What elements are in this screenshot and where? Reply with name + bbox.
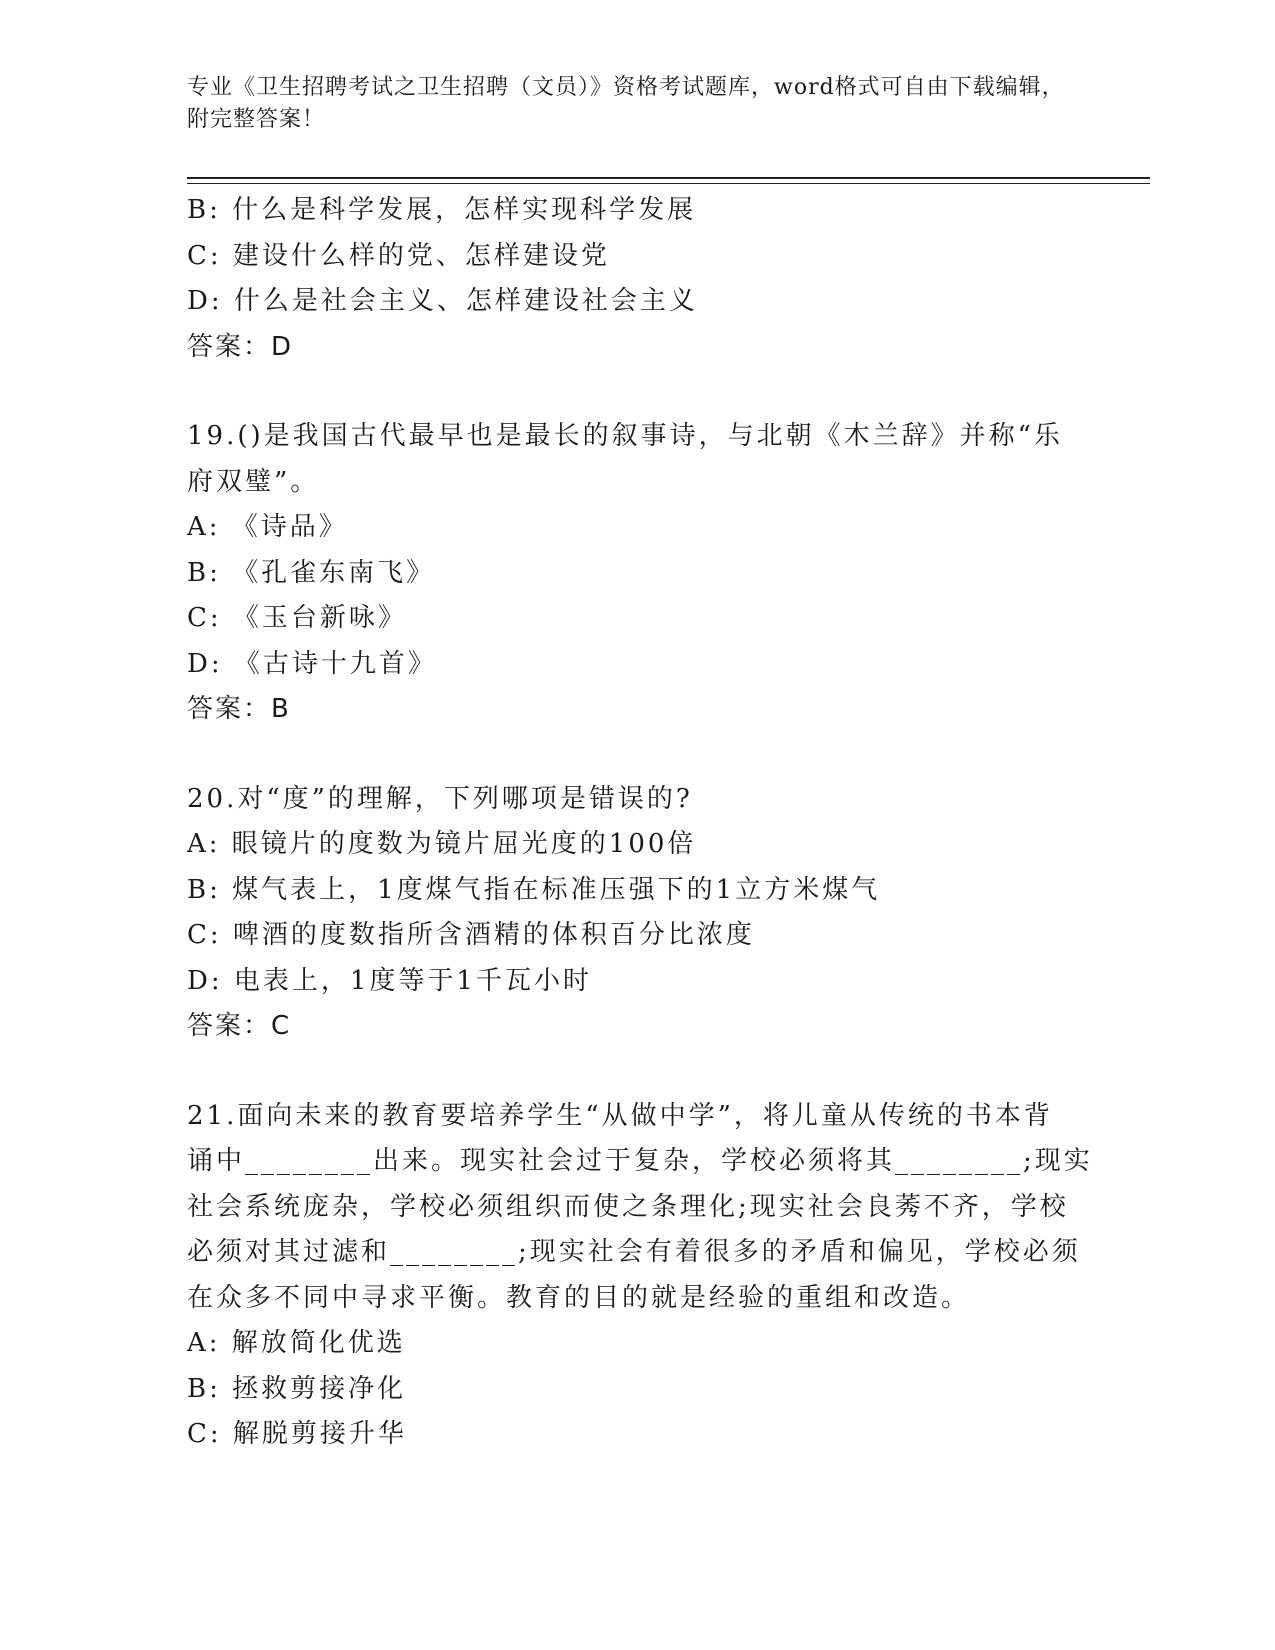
question-19 [187, 414, 1087, 733]
header-divider-thin [187, 183, 1150, 184]
option-c: C: 啤酒的度数指所含酒精的体积百分比浓度 [187, 920, 755, 950]
question-content [187, 188, 1093, 1458]
question-stem: 20.对“度”的理解，下列哪项是错误的? [187, 783, 693, 814]
option-b: B: 《孔雀东南飞》 [187, 557, 436, 588]
answer-label: 答案：B [187, 694, 291, 724]
option-d: D: 电表上，1度等于1千瓦小时 [187, 965, 592, 996]
option-a: A: 眼镜片的度数为镜片屈光度的100倍 [187, 829, 697, 859]
header-divider-thick [187, 177, 1150, 179]
question-18 [187, 188, 1087, 370]
question-21 [187, 1094, 1093, 1458]
question-stem-line: 诵中________出来。现实社会过于复杂，学校必须将其________;现实 [187, 1146, 1093, 1176]
spacer [187, 1050, 1087, 1094]
option-d: D: 什么是社会主义、怎样建设社会主义 [187, 286, 698, 316]
question-20 [187, 777, 1087, 1050]
option-b: B: 什么是科学发展，怎样实现科学发展 [187, 195, 697, 225]
spacer [187, 370, 1087, 414]
option-c: C: 建设什么样的党、怎样建设党 [187, 240, 610, 271]
option-b: B: 煤气表上，1度煤气指在标准压强下的1立方米煤气 [187, 874, 881, 905]
option-b: B: 拯救剪接净化 [187, 1373, 407, 1404]
option-c: C: 解脱剪接升华 [187, 1419, 407, 1449]
question-stem-cont: 府双璧”。 [187, 466, 320, 497]
option-a: A: 《诗品》 [187, 512, 348, 542]
question-stem: 19.()是我国古代最早也是最长的叙事诗，与北朝《木兰辞》并称“乐 [187, 421, 1063, 451]
option-a: A: 解放简化优选 [187, 1328, 406, 1358]
question-stem-line: 在众多不同中寻求平衡。教育的目的就是经验的重组和改造。 [187, 1282, 971, 1313]
spacer [187, 733, 1087, 777]
answer-label: 答案：D [187, 331, 294, 362]
answer-label: 答案：C [187, 1011, 292, 1041]
question-stem-line: 社会系统庞杂，学校必须组织而使之条理化;现实社会良莠不齐，学校 [187, 1191, 1069, 1222]
option-c: C: 《玉台新咏》 [187, 603, 407, 633]
question-stem-line: 必须对其过滤和________;现实社会有着很多的矛盾和偏见，学校必须 [187, 1237, 1081, 1267]
question-stem-line: 21.面向未来的教育要培养学生“从做中学”，将儿童从传统的书本背 [187, 1100, 1053, 1131]
option-d: D: 《古诗十九首》 [187, 648, 437, 679]
document-header: 专业《卫生招聘考试之卫生招聘（文员）》资格考试题库，word格式可自由下载编辑，附完整答案！ [187, 75, 1065, 132]
